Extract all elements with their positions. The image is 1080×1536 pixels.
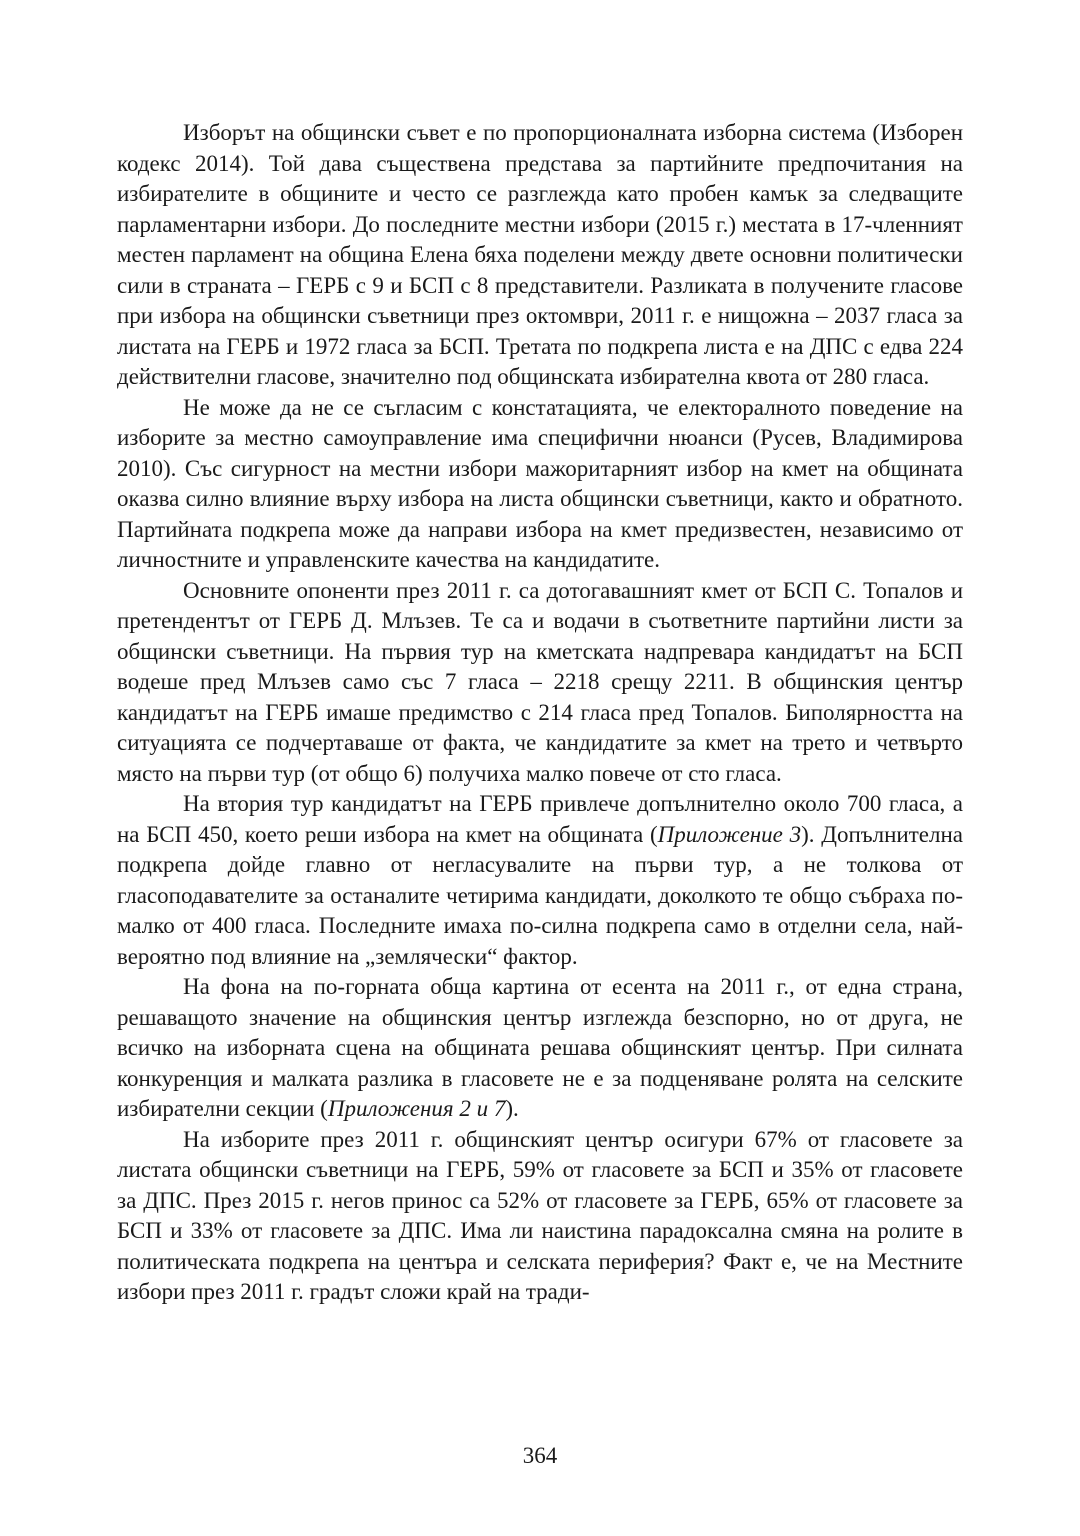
appendix-reference: Приложение 3 [657, 821, 802, 847]
paragraph-2-text: Не може да не се съгласим с констатацията, че електоралното поведение на изборите за местно самоуправление има специфични нюанси (Русев, Владимирова 2010). Със сигурност на местни избори мажоритарният избор на кмет на общината оказва силно влияние върху избора на листа общински съветници, както и обратното. Партийната подкрепа може да направи избора на кмет предизвестен, независимо от личностните и управленските качества на кандидатите. [117, 394, 963, 572]
paragraph-1 [117, 118, 963, 393]
appendix-reference: Приложения 2 и 7 [327, 1096, 506, 1121]
paragraph-3 [117, 576, 963, 790]
paragraph-5 [117, 972, 963, 1125]
paragraph-4 [117, 789, 963, 972]
paragraph-2 [117, 393, 963, 576]
paragraph-5-text-b: ). [505, 1096, 519, 1121]
paragraph-3-text: Основните опоненти през 2011 г. са дотогавашният кмет от БСП С. Топалов и претендентът от ГЕРБ Д. Млъзев. Те са и водачи в съответните партийни листи за общински съветници. На първия тур на кметската надпревара кандидатът на БСП водеше пред Млъзев само със 7 гласа – 2218 срещу 2211. В общинския център кандидатът на ГЕРБ имаше предимство с 214 гласа пред Топалов. Биполярността на ситуацията се подчертаваше от факта, че кандидатите за кмет на трето и четвърто място на първи тур (от общо 6) получиха малко повече от сто гласа. [117, 577, 963, 786]
paragraph-5-text-a: На фона на по-горната обща картина от есента на 2011 г., от една страна, решаващото значение на общинския център изглежда безспорно, но от друга, не всичко на изборната сцена на общината решава общинският център. При силната конкуренция и малката разлика в гласовете не е за подценяване ролята на селските избирателни секции ( [117, 974, 963, 1121]
paragraph-6 [117, 1125, 963, 1308]
paragraph-6-text: На изборите през 2011 г. общинският център осигури 67% от гласовете за листата общински съветници на ГЕРБ, 59% от гласовете за БСП и 35% от гласовете за ДПС. През 2015 г. негов принос са 52% от гласовете за ГЕРБ, 65% от гласовете за БСП и 33% от гласовете за ДПС. Има ли наистина парадоксална смяна на ролите в политическата подкрепа на центъра и селската периферия? Факт е, че на Местните избори през 2011 г. градът сложи край на тради- [117, 1126, 963, 1304]
paragraph-1-text: Изборът на общински съвет е по пропорционалната изборна система (Изборен кодекс 2014). Той дава съществена представа за партийните предпочитания на избирателите в общините и често се разглежда като пробен камък за следващите парламентарни избори. До последните местни избори (2015 г.) местата в 17-членният местен парламент на община Елена бяха поделени между двете основни политически сили в страната – ГЕРБ с 9 и БСП с 8 представители. Разликата в получените гласове при избора на общински съветници през октомври, 2011 г. е нищожна – 2037 гласа за листата на ГЕРБ и 1972 гласа за БСП. Третата по подкрепа листа е на ДПС с едва 224 действителни гласове, значително под общинската избирателна квота от 280 гласа. [117, 120, 963, 389]
page-number: 364 [522, 1443, 558, 1468]
paragraph-4-text-b: ). Допълнителна подкрепа дойде главно от негласувалите на първи тур, а не толкова от гласоподавателите за останалите четирима кандидати, доколкото те общо събраха по-малко от 400 гласа. Последните имаха по-силна подкрепа само в отделни села, най-вероятно под влияние на „землячески“ фактор. [117, 821, 963, 969]
paragraph-4-text-a: На втория тур кандидатът на ГЕРБ привлече допълнително около 700 гласа, а на БСП 450, което реши избора на кмет на общината ( [117, 791, 963, 847]
document-body [117, 118, 963, 1308]
